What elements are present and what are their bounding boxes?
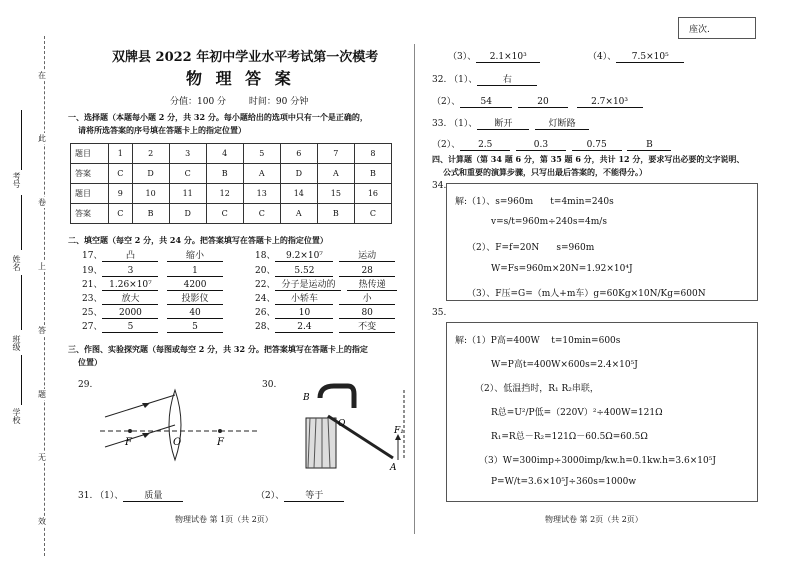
q34-line-2: （2）、F=f=20N s=960m (467, 243, 595, 253)
table-cell: A (243, 164, 280, 184)
q34-line-1: v=s/t=960m÷240s=4m/s (491, 217, 607, 227)
table-row (71, 184, 392, 204)
seat-label: 座次. (689, 25, 710, 35)
page-subtitle: 物 理 答 案 (186, 69, 295, 88)
table-cell: 8 (354, 144, 391, 164)
lever-label-f: F₁ (394, 426, 404, 436)
table-cell: C (354, 204, 391, 224)
table-cell: 12 (206, 184, 243, 204)
lever-diagram (298, 378, 418, 473)
footer-right: 物理试卷 第 2页（共 2页） (545, 515, 643, 524)
section2-heading: 二、填空题（每空 2 分，共 24 分。把答案填写在答题卡上的指定位置） (68, 235, 328, 245)
section3-heading-2: 位置） (78, 357, 102, 367)
q34-answer-box (446, 183, 758, 301)
q31-row: 31. （1）、 质量 (78, 488, 183, 502)
q33b-row: （2）、 2.5 0.3 0.75 B (432, 137, 671, 151)
q31b-row-2: （4）、 7.5×10⁵ (588, 49, 684, 63)
table-cell: A (317, 164, 354, 184)
sidebar-label-1: 此 (38, 134, 46, 143)
seat-box (678, 17, 756, 39)
table-cell: 题目 (71, 144, 109, 164)
table-cell: 3 (169, 144, 206, 164)
page-divider (414, 44, 415, 534)
q35-line-4: R₁=R总－R₂=121Ω－60.5Ω=60.5Ω (491, 432, 648, 442)
q34-line-4: （3）、F压=G=（m人+m车）g=60Kg×10N/Kg=600N (467, 289, 706, 299)
list-item: 23、 放大 投影仪 (82, 291, 223, 305)
table-cell: C (243, 204, 280, 224)
field-class: 班级 (12, 335, 21, 351)
lever-label-a: A (390, 463, 397, 473)
q34-line-3: W=Fs=960m×20N=1.92×10⁴J (491, 264, 633, 274)
q34-line-0: 解:（1）、s=960m t=4min=240s (455, 197, 614, 207)
lever-label-b: B (303, 393, 310, 403)
table-cell: 6 (280, 144, 317, 164)
table-cell: B (206, 164, 243, 184)
field-exam-number: 考号 (12, 172, 21, 188)
table-cell: D (132, 164, 169, 184)
table-cell: B (317, 204, 354, 224)
table-cell: C (109, 164, 133, 184)
sidebar-label-4: 答 (38, 326, 46, 335)
list-item: 25、 2000 40 (82, 305, 223, 319)
q32a-row: 32. （1）、 右 (432, 72, 537, 86)
table-cell: 5 (243, 144, 280, 164)
answer-table (70, 143, 392, 224)
table-cell: 1 (109, 144, 133, 164)
q29-label: 29. (78, 380, 93, 390)
sidebar-label-2: 卷 (38, 198, 46, 207)
list-item: 27、 5 5 (82, 319, 223, 333)
q35-line-3: R总=U²/P低=（220V）²÷400W=121Ω (491, 408, 663, 418)
section1-heading-2: 请将所选答案的序号填在答题卡上的指定位置） (78, 125, 246, 135)
list-item: 20、 5.52 28 (255, 263, 395, 277)
list-item: 26、 10 80 (255, 305, 395, 319)
list-item: 18、 9.2×10⁷ 运动 (255, 248, 395, 262)
q35-line-2: （2）、低温挡时，R₁ R₂串联， (475, 384, 599, 394)
lens-label-f1: F (125, 437, 132, 448)
section4-heading: 四、计算题（第 34 题 6 分，第 35 题 6 分，共计 12 分，要求写出必要的文字说明、 (432, 154, 745, 164)
lever-label-o: O (338, 419, 346, 429)
q31-row-2: （2）、 等于 (256, 488, 344, 502)
table-row (71, 144, 392, 164)
table-cell: 10 (132, 184, 169, 204)
q33a-row: 33. （1）、 断开 灯断路 (432, 116, 589, 130)
list-item: 19、 3 1 (82, 263, 223, 277)
table-cell: B (132, 204, 169, 224)
sidebar-label-7: 效 (38, 517, 46, 526)
table-row (71, 204, 392, 224)
q35-answer-box (446, 322, 758, 502)
list-item: 28、 2.4 不变 (255, 319, 395, 333)
list-item: 24、 小轿车 小 (255, 291, 395, 305)
table-cell: 11 (169, 184, 206, 204)
q34-label: 34. (432, 181, 447, 191)
table-cell: 答案 (71, 164, 109, 184)
q30-label: 30. (262, 380, 277, 390)
q35-line-0: 解:（1）P高=400W t=10min=600s (455, 336, 621, 346)
table-row (71, 164, 392, 184)
q35-label: 35. (432, 308, 447, 318)
exam-meta: 分值：100 分 时间：90 分钟 (170, 97, 309, 107)
sidebar-label-3: 上 (38, 262, 46, 271)
table-cell: 4 (206, 144, 243, 164)
list-item: 22、 分子是运动的 热传递 (255, 277, 397, 291)
q32b-row: （2）、 54 20 2.7×10³ (432, 94, 643, 108)
q35-line-1: W=P高t=400W×600s=2.4×10⁵J (491, 360, 638, 370)
q35-line-5: （3）W=300imp÷3000imp/kw.h=0.1kw.h=3.6×10⁵J (479, 456, 716, 466)
section3-heading: 三、作图、实验探究题（每图或每空 2 分，共 32 分。把答案填写在答题卡上的指定 (68, 344, 368, 354)
sidebar-label-0: 在 (38, 71, 46, 80)
list-item: 17、 凸 缩小 (82, 248, 223, 262)
table-cell: 2 (132, 144, 169, 164)
section4-heading-2: 公式和重要的演算步骤，只写出最后答案的，不能得分。） (443, 167, 647, 177)
table-cell: D (169, 204, 206, 224)
table-cell: 7 (317, 144, 354, 164)
table-cell: C (206, 204, 243, 224)
field-name: 姓名 (12, 255, 21, 271)
sidebar-label-6: 无 (38, 453, 46, 462)
table-cell: B (354, 164, 391, 184)
sidebar-label-5: 题 (38, 390, 46, 399)
q31b-row: （3）、 2.1×10³ (448, 49, 540, 63)
lens-label-f2: F (217, 437, 224, 448)
table-cell: 题目 (71, 184, 109, 204)
table-cell: C (169, 164, 206, 184)
table-cell: 15 (317, 184, 354, 204)
table-cell: C (109, 204, 133, 224)
table-cell: 9 (109, 184, 133, 204)
table-cell: 13 (243, 184, 280, 204)
footer-left: 物理试卷 第 1页（共 2页） (175, 515, 273, 524)
section1-heading: 一、选择题（本题每小题 2 分，共 32 分。每小题给出的选项中只有一个是正确的， (68, 112, 368, 122)
table-cell: 答案 (71, 204, 109, 224)
exam-title: 双牌县 2022 年初中学业水平考试第一次模考 (112, 50, 379, 65)
lens-label-o: O (173, 437, 182, 448)
table-cell: D (280, 164, 317, 184)
q35-line-6: P=W/t=3.6×10⁵J÷360s=1000w (491, 477, 637, 487)
table-cell: 14 (280, 184, 317, 204)
list-item: 21、 1.26×10⁷ 4200 (82, 277, 223, 291)
table-cell: 16 (354, 184, 391, 204)
field-school: 学校 (12, 408, 21, 424)
table-cell: A (280, 204, 317, 224)
lens-diagram (95, 385, 265, 465)
